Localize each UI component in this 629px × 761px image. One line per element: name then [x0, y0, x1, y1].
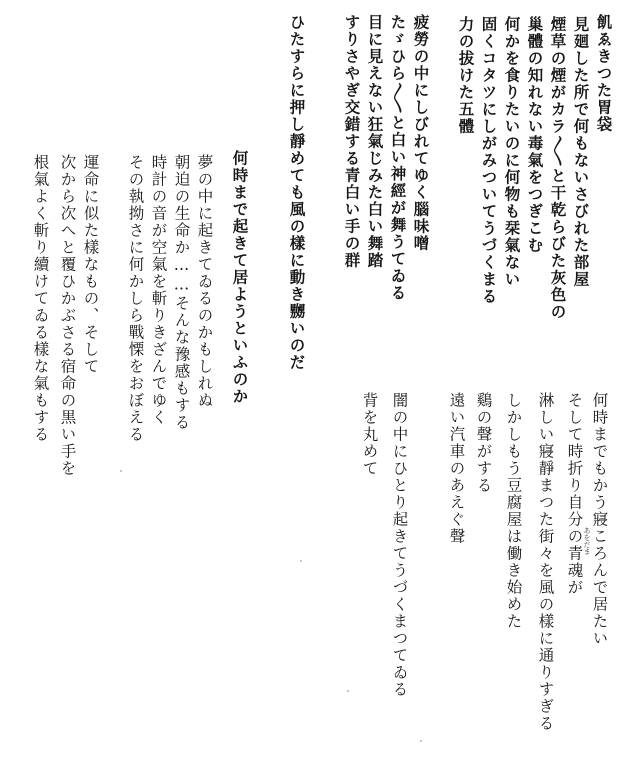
poem-line: 背を丸めて: [360, 392, 379, 477]
poem-line: 巢體の知れない毒氣をつぎこむ: [525, 16, 545, 254]
poem-line: そして時折り自分の青魂が: [565, 392, 584, 596]
poem-line: 鷄の聲がする: [474, 392, 493, 494]
poem-line: 力の拔けた五體: [456, 16, 476, 135]
poem-line: 淋しい寢靜まつた街々を風の樣に通りすぎる: [536, 392, 555, 732]
poem-line: 目に見えない狂氣じみた白い舞踏: [365, 14, 385, 269]
poem-line: 見廻した所で何もないさびれた部屋: [571, 16, 591, 288]
poem-line: 次から次へと覆ひかぶさる宿命の黒い手を: [58, 154, 77, 477]
poem-line: ひたすらに押し靜めても風の樣に動き嬲いのだ: [287, 14, 307, 371]
print-speck: [120, 470, 122, 472]
poem-line: すりさやぎ交錯する青白い手の群: [342, 14, 362, 269]
ruby-annotation: あをだま: [583, 527, 591, 555]
poem-line: たゞひら〱と白い神經が舞うてゐる: [388, 14, 408, 302]
poem-line: 何時までもかう寢ころんで居たい: [590, 392, 609, 647]
poem-line: 夢の中に起きてゐるのかもしれぬ: [195, 154, 214, 409]
poem-line: 何かを食りたいのに何物も栞氣ない: [502, 16, 522, 288]
print-speck: [347, 690, 349, 692]
print-speck: [300, 560, 302, 562]
poem-line: 闇の中にひとり起きてうづくまつてゐる: [390, 392, 409, 698]
poem-line: 疲勞の中にしびれてゆく腦味噌: [411, 14, 431, 252]
print-speck: [420, 740, 422, 742]
poem-line: 遠い汽車のあえぐ聲: [447, 392, 466, 545]
poem-line: 朝迫の生命か……そんな豫感もする: [172, 154, 191, 431]
poem-line: 根氣よく斬り續けてゐる樣な氣もする: [31, 154, 50, 443]
poem-line: 時計の音が空氣を斬りきざんでゆく: [149, 154, 168, 426]
poem-line: しかしもう豆腐屋は働き始めた: [504, 392, 523, 630]
poem-line: 運命に似た樣なもの、そして: [81, 154, 100, 375]
poem-line: 何時まで起きて居ようといふのか: [230, 150, 250, 405]
poem-line: 固くコタツにしがみついてうづくまる: [479, 16, 499, 305]
poem-line: 飢ゑきつた胃袋: [594, 14, 614, 133]
poem-line: その執拗さに何かしら戰慄をおぼえる: [126, 154, 145, 443]
poem-line: 煙草の煙がカラ〱と干乾らびた灰色の: [548, 16, 568, 321]
